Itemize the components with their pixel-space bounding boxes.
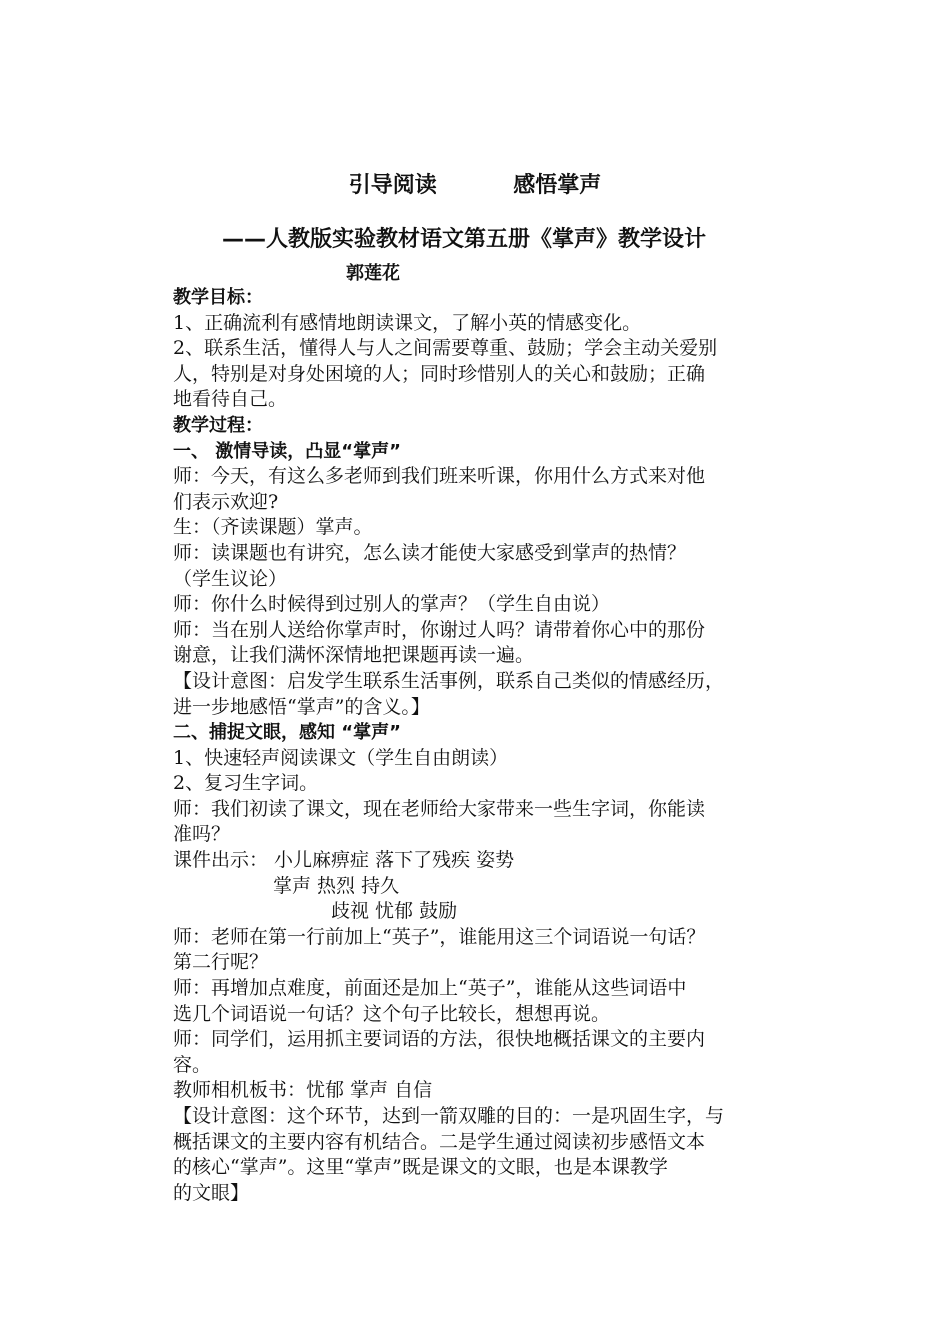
body-text-line: 教师相机板书：忧郁 掌声 自信: [173, 1079, 433, 1102]
body-text-line: 课件出示： 小儿麻痹症 落下了残疾 姿势: [173, 849, 515, 872]
body-text-line: 1、快速轻声阅读课文（学生自由朗读）: [173, 746, 509, 769]
body-text-line: 进一步地感悟“掌声”的含义。】: [173, 695, 430, 718]
body-text-line: 师：今天，有这么多老师到我们班来听课，你用什么方式来对他: [173, 465, 706, 488]
body-text-line: 们表示欢迎?: [173, 490, 279, 513]
section-heading: 教学目标：: [173, 287, 263, 308]
body-text-line: 1、正确流利有感情地朗读课文，了解小英的情感变化。: [173, 311, 642, 334]
body-text-line: 掌声 热烈 持久: [273, 874, 400, 897]
body-text-line: 概括课文的主要内容有机结合。二是学生通过阅读初步感悟文本: [173, 1130, 706, 1153]
body-text-line: 2、联系生活，懂得人与人之间需要尊重、鼓励；学会主动关爱别: [173, 337, 718, 360]
body-text-line: 师：当在别人送给你掌声时，你谢过人吗？请带着你心中的那份: [173, 618, 706, 641]
body-text-line: 歧视 忧郁 鼓励: [331, 900, 458, 923]
body-text-line: 师：读课题也有讲究，怎么读才能使大家感受到掌声的热情？: [173, 541, 687, 564]
body-text-line: 地看待自己。: [173, 388, 288, 411]
body-text-line: 师：我们初读了课文，现在老师给大家带来一些生字词，你能读: [173, 797, 706, 820]
section-heading: 一、 激情导读，凸显“掌声”: [173, 440, 401, 462]
section-heading: 教学过程：: [173, 414, 263, 436]
body-text-line: 人，特别是对身处困境的人；同时珍惜别人的关心和鼓励；正确: [173, 362, 706, 385]
body-text-line: 【设计意图：这个环节，达到一箭双雕的目的：一是巩固生字，与: [173, 1105, 725, 1127]
body-text-line: 【设计意图：启发学生联系生活事例，联系自己类似的情感经历，: [173, 669, 725, 692]
body-text-line: 的文眼】: [173, 1181, 250, 1204]
body-text-line: 第二行呢？: [173, 951, 269, 974]
body-text-line: 谢意，让我们满怀深情地把课题再读一遍。: [173, 644, 535, 667]
body-text-line: 容。: [173, 1053, 212, 1076]
body-text-line: 师：再增加点难度，前面还是加上“英子”，谁能从这些词语中: [173, 977, 687, 1000]
body-text-line: 2、复习生字词。: [173, 772, 319, 795]
document-title: 引导阅读 感悟掌声: [348, 173, 602, 198]
body-text-line: 师：老师在第一行前加上“英子”，谁能用这三个词语说一句话？: [173, 925, 706, 948]
body-text-line: 准吗？: [173, 823, 231, 846]
author-name: 郭莲花: [346, 263, 400, 284]
body-text-line: 选几个词语说一句话？这个句子比较长，想想再说。: [173, 1002, 611, 1025]
section-heading: 二、捕捉文眼，感知 “掌声”: [173, 722, 401, 744]
body-text-line: 师：同学们，运用抓主要词语的方法，很快地概括课文的主要内: [173, 1028, 706, 1051]
body-text-line: 的核心“掌声”。这里“掌声”既是课文的文眼，也是本课教学: [173, 1156, 668, 1179]
document-body: [173, 285, 798, 1206]
document-subtitle: ——人教版实验教材语文第五册《掌声》教学设计: [222, 227, 707, 252]
body-text-line: 师：你什么时候得到过别人的掌声？（学生自由说）: [173, 593, 611, 616]
body-text-line: （学生议论）: [173, 567, 288, 590]
body-text-line: 生：（齐读课题）掌声。: [173, 516, 373, 539]
